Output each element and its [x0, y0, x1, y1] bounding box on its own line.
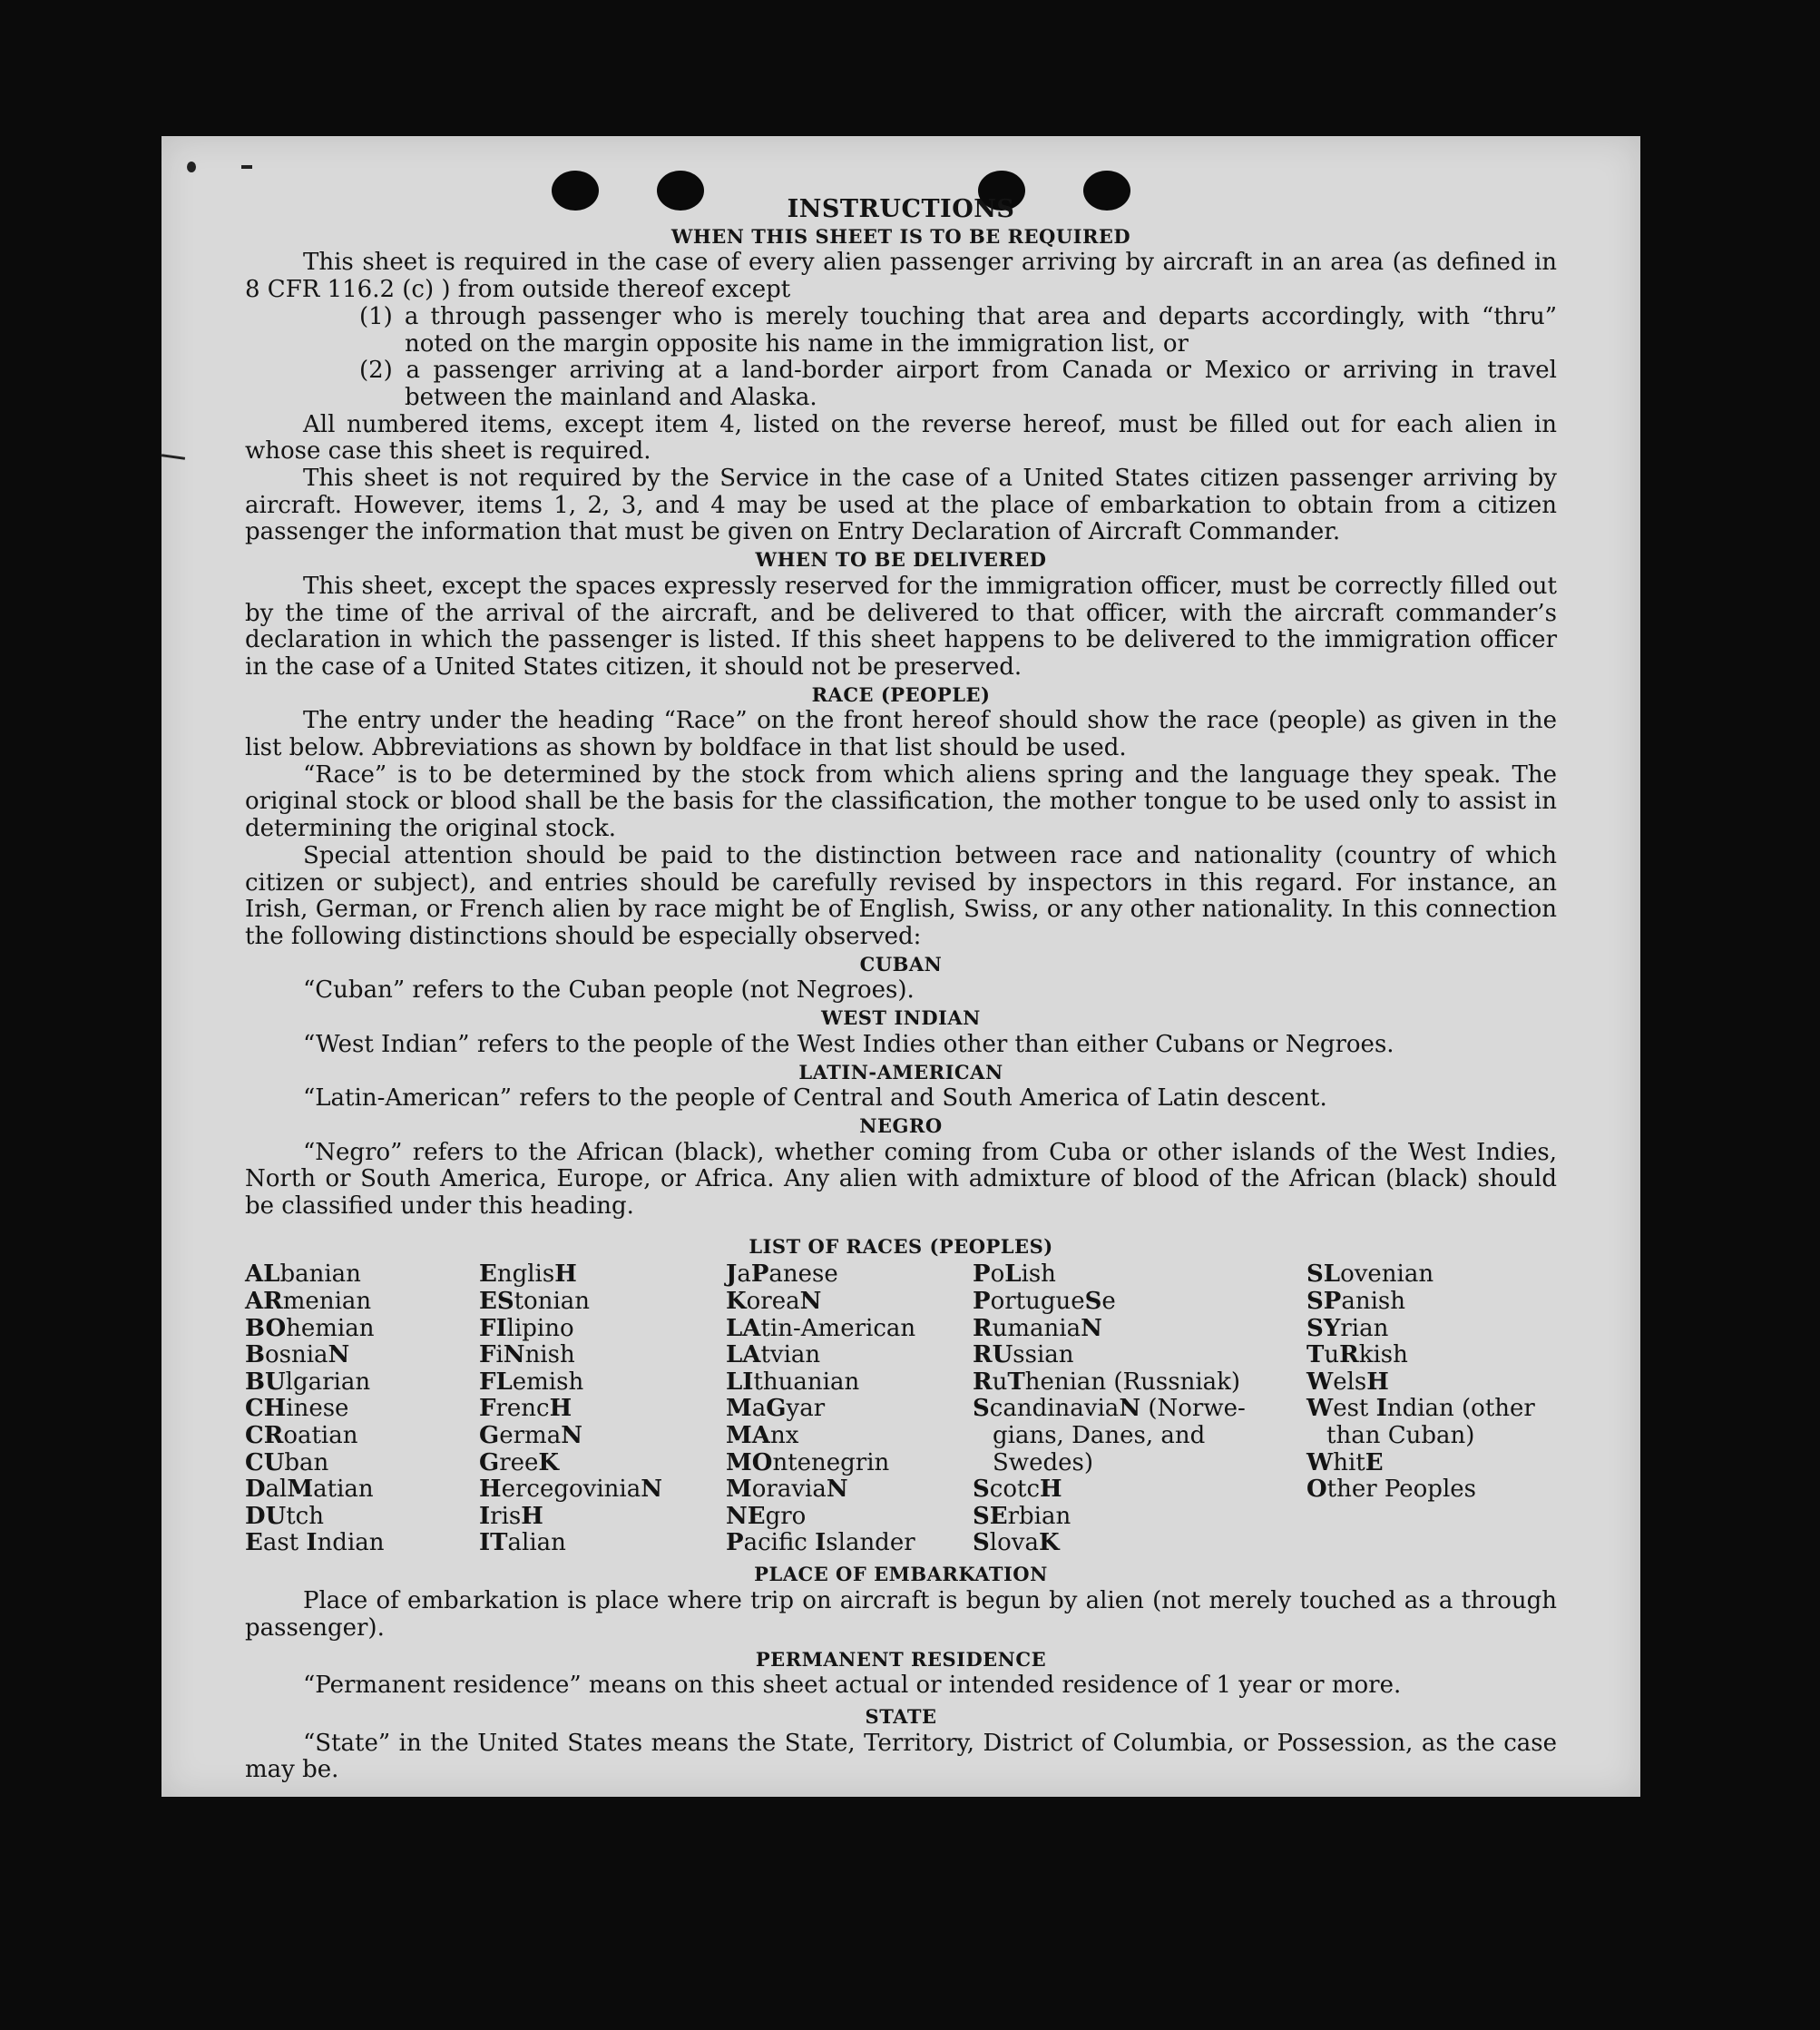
race-remainder: u [1324, 1341, 1340, 1369]
race-abbreviation: W [1306, 1368, 1334, 1396]
race-remainder: tin-American [760, 1314, 916, 1342]
race-entry [726, 1530, 915, 1557]
race-remainder: gro [765, 1502, 807, 1530]
race-remainder: (Norwe- [1140, 1395, 1246, 1423]
race-abbreviation: W [1306, 1395, 1334, 1423]
race-abbreviation: F [479, 1395, 496, 1423]
item-text: a passenger arriving at a land-border airport from Canada or Mexico or arriving in travel between the mainland and Alaska. [405, 357, 1557, 411]
race-abbreviation: BO [245, 1314, 287, 1342]
race-abbreviation: FL [479, 1368, 513, 1396]
race-entry [479, 1530, 662, 1557]
race-abbreviation: G [479, 1448, 500, 1476]
race-remainder: ortugue [990, 1288, 1085, 1316]
document-sheet [161, 136, 1640, 1797]
paragraph: Place of embarkation is place where trip on aircraft is begun by alien (not merely touched as a through passenger). [245, 1587, 1557, 1642]
paragraph: “Cuban” refers to the Cuban people (not Negroes). [303, 976, 915, 1005]
race-abbreviation: LA [726, 1314, 761, 1342]
race-entry [726, 1369, 915, 1397]
race-remainder: ris [490, 1502, 522, 1530]
race-entry [479, 1316, 662, 1343]
race-entry [1306, 1289, 1535, 1316]
race-entry [245, 1369, 385, 1397]
race-entry [1306, 1316, 1535, 1343]
race-column-3 [726, 1261, 915, 1557]
race-remainder: orea [746, 1288, 800, 1316]
paragraph: “Latin-American” refers to the people of Central and South America of Latin descent. [303, 1084, 1327, 1113]
race-remainder: ercegovinia [501, 1476, 641, 1504]
race-remainder: tvian [760, 1341, 821, 1369]
race-remainder: tch [286, 1502, 324, 1530]
race-remainder: ish [1021, 1260, 1056, 1289]
race-remainder: inese [286, 1395, 349, 1423]
race-entry [1306, 1396, 1535, 1423]
race-remainder: emish [512, 1368, 584, 1396]
race-abbreviation: R [973, 1314, 993, 1342]
race-remainder: u [992, 1368, 1008, 1396]
page-title: INSTRUCTIONS [787, 195, 1015, 223]
race-entry [1306, 1369, 1535, 1397]
race-abbreviation: MO [726, 1448, 773, 1476]
race-abbreviation: I [479, 1502, 491, 1530]
item-text: a through passenger who is merely touching that area and departs accordingly, with “thru” noted on the margin opposite his name in the immigration list, or [404, 302, 1557, 358]
race-abbreviation: F [479, 1341, 496, 1369]
item-number: (1) [359, 302, 393, 330]
race-entry [245, 1423, 385, 1450]
item-number: (2) [359, 357, 393, 385]
race-abbreviation: N [503, 1341, 525, 1369]
paragraph: All numbered items, except item 4, listed on the reverse hereof, must be filled out for each alien in whose case this sheet is required. [245, 410, 1557, 466]
race-abbreviation: T [1007, 1368, 1025, 1396]
race-abbreviation: H [554, 1260, 577, 1289]
race-entry [726, 1342, 915, 1369]
race-column-4 [973, 1261, 1246, 1557]
race-remainder: anese [768, 1260, 838, 1289]
race-abbreviation: N [641, 1476, 662, 1504]
heading-negro: NEGRO [859, 1113, 943, 1137]
race-remainder: ovenian [1340, 1260, 1434, 1289]
race-abbreviation: BU [245, 1368, 286, 1396]
race-abbreviation: S [1084, 1288, 1102, 1316]
race-entry [973, 1396, 1246, 1423]
race-entry [479, 1423, 662, 1450]
race-entry [245, 1450, 385, 1477]
race-entry [479, 1261, 662, 1289]
race-column-2 [479, 1261, 662, 1557]
race-abbreviation: K [538, 1448, 560, 1476]
race-column-5 [1306, 1261, 1535, 1503]
race-entry [973, 1504, 1246, 1531]
race-entry [245, 1261, 385, 1289]
heading-state: STATE [865, 1704, 937, 1728]
race-remainder: yar [786, 1395, 826, 1423]
paragraph: This sheet, except the spaces expressly reserved for the immigration officer, must be correctly filled out by the time of the arrival of the aircraft, and be delivered to that officer, with the aircraft commander’s declaration in which the passenger is listed. If this sheet happens to be delivered to the immigration officer in the case of a United States citizen, it should not be preserved. [245, 572, 1557, 681]
race-entry [245, 1476, 385, 1504]
heading-cuban: CUBAN [859, 952, 943, 976]
race-abbreviation: T [1306, 1341, 1325, 1369]
race-entry [726, 1289, 915, 1316]
race-entry [479, 1289, 662, 1316]
race-abbreviation: SL [1306, 1260, 1341, 1289]
race-remainder: candinavia [989, 1395, 1120, 1423]
race-abbreviation: B [245, 1341, 265, 1369]
race-remainder: slander [826, 1529, 915, 1557]
race-abbreviation: P [750, 1260, 769, 1289]
race-entry [1306, 1261, 1535, 1289]
race-abbreviation: S [973, 1529, 990, 1557]
heading-race: RACE (PEOPLE) [811, 682, 991, 706]
race-entry [726, 1316, 915, 1343]
race-remainder: i [495, 1341, 504, 1369]
race-remainder: rbian [1007, 1502, 1071, 1530]
race-abbreviation: M [726, 1476, 752, 1504]
race-remainder: hemian [286, 1314, 375, 1342]
race-abbreviation: P [726, 1529, 744, 1557]
race-remainder: banian [279, 1260, 361, 1289]
race-abbreviation: N [1119, 1395, 1141, 1423]
paragraph: Special attention should be paid to the distinction between race and nationality (country of which citizen or subject), and entries should be carefully revised by inspectors in this regard. For instance, an Irish, German, or French alien by race might be of English, Swiss, or any other nationality. In this connection the following distinctions should be especially observed: [245, 841, 1557, 950]
race-abbreviation: E [1365, 1448, 1384, 1476]
race-remainder: henian (Russniak) [1024, 1368, 1241, 1396]
race-remainder: renc [495, 1395, 550, 1423]
race-entry [1306, 1450, 1535, 1477]
race-abbreviation: N [799, 1288, 822, 1316]
race-abbreviation: I [306, 1529, 318, 1557]
race-abbreviation: I [815, 1529, 827, 1557]
race-remainder: hit [1333, 1448, 1365, 1476]
race-abbreviation: R [1339, 1341, 1359, 1369]
race-remainder: thuanian [753, 1368, 860, 1396]
race-abbreviation: M [287, 1476, 314, 1504]
ink-speck [241, 165, 252, 169]
heading-list-of-races: LIST OF RACES (PEOPLES) [749, 1234, 1053, 1258]
race-entry [245, 1396, 385, 1423]
race-entry [479, 1450, 662, 1477]
race-abbreviation: D [245, 1476, 266, 1504]
race-remainder: ntenegrin [772, 1448, 890, 1476]
race-entry [973, 1342, 1246, 1369]
race-abbreviation: N [328, 1341, 350, 1369]
race-abbreviation: P [973, 1260, 991, 1289]
race-abbreviation: LA [726, 1341, 761, 1369]
exception-item-2 [245, 358, 1557, 411]
ink-speck [187, 162, 196, 172]
race-remainder: oravia [751, 1476, 827, 1504]
race-abbreviation: FI [479, 1314, 507, 1342]
race-entry [245, 1289, 385, 1316]
heading-residence: PERMANENT RESIDENCE [755, 1647, 1047, 1671]
ink-speck [161, 454, 185, 460]
paragraph: “Race” is to be determined by the stock from which aliens spring and the language they speak. The original stock or blood shall be the basis for the classification, the mother tongue to be used only to assist in determining the original stock. [245, 760, 1557, 843]
race-remainder: nglis [496, 1260, 555, 1289]
race-abbreviation: W [1306, 1448, 1334, 1476]
race-entry [726, 1396, 915, 1423]
race-remainder: ndian [317, 1529, 385, 1557]
race-entry [726, 1450, 915, 1477]
race-remainder: a [751, 1395, 767, 1423]
race-remainder: est [1333, 1395, 1376, 1423]
race-abbreviation: LI [726, 1368, 754, 1396]
race-abbreviation: RU [973, 1341, 1013, 1369]
race-abbreviation: E [479, 1260, 497, 1289]
race-entry [726, 1504, 915, 1531]
race-abbreviation: P [973, 1288, 991, 1316]
race-remainder: atian [313, 1476, 374, 1504]
race-list [245, 1261, 1557, 1561]
paragraph: “Permanent residence” means on this sheet actual or intended residence of 1 year or more. [303, 1672, 1402, 1700]
heading-latin-american: LATIN-AMERICAN [798, 1060, 1003, 1084]
race-entry [479, 1476, 662, 1504]
race-abbreviation: IT [479, 1529, 508, 1557]
exception-item-1 [245, 304, 1557, 358]
race-abbreviation: K [1038, 1529, 1060, 1557]
race-entry [479, 1342, 662, 1369]
race-abbreviation: CU [245, 1448, 285, 1476]
race-abbreviation: S [973, 1476, 990, 1504]
race-remainder: lova [989, 1529, 1039, 1557]
race-remainder: ther Peoples [1326, 1476, 1476, 1504]
paragraph: “State” in the United States means the State, Territory, District of Columbia, or Possession, as the case may be. [245, 1729, 1557, 1784]
race-abbreviation: NE [726, 1502, 766, 1530]
race-abbreviation: K [726, 1288, 747, 1316]
race-entry-continuation: gians, Danes, and [993, 1421, 1206, 1449]
race-abbreviation: N [1081, 1314, 1102, 1342]
race-remainder: menian [282, 1288, 372, 1316]
race-abbreviation: AR [245, 1288, 283, 1316]
instructions-content [245, 196, 1557, 1784]
race-entry [726, 1261, 915, 1289]
race-abbreviation: CH [245, 1395, 287, 1423]
race-remainder: lgarian [285, 1368, 371, 1396]
race-abbreviation: H [1040, 1476, 1062, 1504]
race-remainder: ssian [1013, 1341, 1074, 1369]
race-remainder: o [990, 1260, 1005, 1289]
race-abbreviation: J [726, 1260, 738, 1289]
heading-delivered: WHEN TO BE DELIVERED [755, 548, 1047, 572]
race-abbreviation: H [521, 1502, 543, 1530]
race-entry [245, 1504, 385, 1531]
race-remainder: ast [262, 1529, 307, 1557]
race-abbreviation: L [1004, 1260, 1022, 1289]
race-entry [973, 1476, 1246, 1504]
race-abbreviation: CR [245, 1421, 284, 1449]
race-abbreviation: M [726, 1395, 752, 1423]
race-abbreviation: G [766, 1395, 787, 1423]
race-entry-continuation: than Cuban) [1326, 1421, 1475, 1449]
race-remainder: a [737, 1260, 751, 1289]
race-remainder: lipino [506, 1314, 574, 1342]
race-remainder: nx [769, 1421, 799, 1449]
race-abbreviation: DU [245, 1502, 287, 1530]
race-remainder: rian [1340, 1314, 1389, 1342]
race-entry [726, 1423, 915, 1450]
paragraph: This sheet is not required by the Service in the case of a United States citizen passenger arriving by aircraft. However, items 1, 2, 3, and 4 may be used at the place of embarkation to obtain from a citizen passenger the information that must be given on Entry Declaration of Aircraft Commander. [245, 465, 1557, 546]
race-entry [973, 1369, 1246, 1397]
heading-west-indian: WEST INDIAN [821, 1006, 981, 1030]
paragraph: “Negro” refers to the African (black), whether coming from Cuba or other islands of the West Indies, North or South America, Europe, or Africa. Any alien with admixture of blood of the African (black) should be classified under this heading. [245, 1138, 1557, 1221]
paragraph: The entry under the heading “Race” on the front hereof should show the race (people) as given in the list below. Abbreviations as shown by boldface in that list should be used. [245, 707, 1557, 762]
race-remainder: nish [524, 1341, 575, 1369]
race-remainder: al [265, 1476, 288, 1504]
race-entry [1306, 1476, 1535, 1504]
race-remainder: ndian (other [1386, 1395, 1535, 1423]
race-remainder: ree [499, 1448, 539, 1476]
race-entry [245, 1530, 385, 1557]
race-entry [973, 1261, 1246, 1289]
race-abbreviation: H [1366, 1368, 1389, 1396]
race-remainder: oatian [283, 1421, 358, 1449]
race-entry-continuation: Swedes) [993, 1448, 1093, 1476]
heading-required: WHEN THIS SHEET IS TO BE REQUIRED [670, 224, 1131, 248]
race-abbreviation: O [1306, 1476, 1327, 1504]
race-abbreviation: SY [1306, 1314, 1341, 1342]
race-entry [479, 1396, 662, 1423]
race-abbreviation: H [549, 1395, 572, 1423]
race-entry [1306, 1342, 1535, 1369]
paragraph: “West Indian” refers to the people of the West Indies other than either Cubans or Negroes. [303, 1030, 1394, 1058]
race-abbreviation: N [826, 1476, 848, 1504]
race-remainder: kish [1358, 1341, 1408, 1369]
race-entry [973, 1289, 1246, 1316]
race-entry [245, 1316, 385, 1343]
race-entry [726, 1476, 915, 1504]
race-abbreviation: SE [973, 1502, 1008, 1530]
race-remainder: acific [743, 1529, 816, 1557]
paragraph: This sheet is required in the case of every alien passenger arriving by aircraft in an area (as defined in 8 CFR 116.2 (c) ) from outside thereof except [245, 249, 1557, 304]
race-abbreviation: H [479, 1476, 502, 1504]
race-abbreviation: ES [479, 1288, 514, 1316]
race-remainder: anish [1341, 1288, 1405, 1316]
race-remainder: e [1101, 1288, 1116, 1316]
race-remainder: ban [284, 1448, 329, 1476]
race-abbreviation: G [479, 1421, 500, 1449]
race-remainder: osnia [264, 1341, 328, 1369]
race-abbreviation: R [973, 1368, 993, 1396]
race-column-1 [245, 1261, 385, 1557]
race-abbreviation: AL [245, 1260, 280, 1289]
race-entry [245, 1342, 385, 1369]
race-remainder: alian [507, 1529, 566, 1557]
race-abbreviation: MA [726, 1421, 770, 1449]
race-remainder: umania [992, 1314, 1081, 1342]
race-remainder: cotc [989, 1476, 1041, 1504]
race-remainder: els [1333, 1368, 1367, 1396]
race-remainder: erma [499, 1421, 562, 1449]
race-abbreviation: I [1375, 1395, 1387, 1423]
race-abbreviation: S [973, 1395, 990, 1423]
race-abbreviation: E [245, 1529, 263, 1557]
race-entry [479, 1369, 662, 1397]
heading-embarkation: PLACE OF EMBARKATION [754, 1563, 1048, 1586]
race-entry [479, 1504, 662, 1531]
race-abbreviation: SP [1306, 1288, 1342, 1316]
race-remainder: tonian [514, 1288, 591, 1316]
race-entry [973, 1530, 1246, 1557]
race-entry [973, 1316, 1246, 1343]
race-abbreviation: N [561, 1421, 582, 1449]
